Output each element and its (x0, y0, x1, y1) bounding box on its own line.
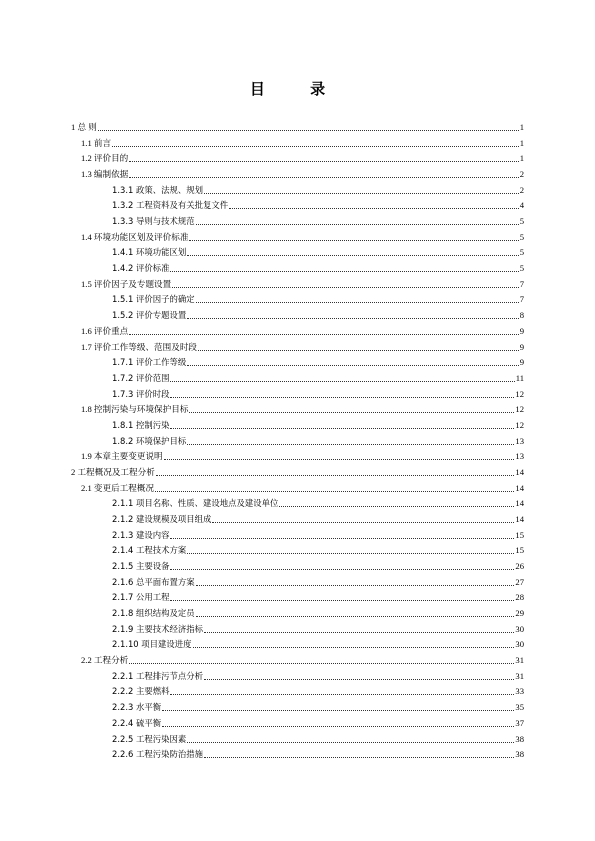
toc-entry[interactable] (112, 587, 524, 603)
toc-entry[interactable] (112, 681, 524, 697)
toc-entry-label: 1.3.1 政策、法规、规划 (112, 184, 203, 195)
toc-entry[interactable] (81, 650, 524, 666)
toc-entry-label: 2.2.5 工程污染因素 (112, 733, 187, 744)
toc-entry[interactable] (112, 572, 524, 588)
toc-dot-leader (129, 333, 518, 335)
toc-entry-page-number: 1 (519, 153, 524, 164)
toc-entry[interactable] (81, 337, 524, 353)
toc-entry-label: 1.4 环境功能区划及评价标准 (81, 231, 189, 242)
toc-entry-page-number: 31 (515, 655, 524, 666)
toc-entry[interactable] (112, 713, 524, 729)
toc-entry[interactable] (81, 133, 524, 149)
toc-entry-page-number: 5 (519, 231, 524, 242)
toc-entry-label: 2.1.10 项目建设进度 (112, 639, 192, 650)
toc-entry[interactable] (71, 117, 524, 133)
toc-entry-label: 2.2.1 工程排污节点分析 (112, 670, 203, 681)
toc-title: 目 录 (249, 80, 346, 98)
toc-entry-page-number: 28 (515, 592, 524, 603)
toc-entry-label: 1.8 控制污染与环境保护目标 (81, 404, 189, 415)
toc-entry[interactable] (71, 462, 524, 478)
toc-entry[interactable] (81, 274, 524, 290)
toc-dot-leader (189, 239, 518, 241)
toc-entry[interactable] (112, 744, 524, 760)
toc-entry-label: 2.1 变更后工程概况 (81, 482, 155, 493)
toc-dot-leader (170, 396, 514, 398)
toc-entry-label: 1.8.1 控制污染 (112, 419, 170, 430)
toc-entry-page-number: 12 (515, 419, 524, 430)
toc-entry[interactable] (112, 211, 524, 227)
toc-entry-page-number: 37 (515, 717, 524, 728)
toc-entry[interactable] (81, 164, 524, 180)
toc-dot-leader (187, 552, 514, 554)
toc-entry-page-number: 30 (515, 623, 524, 634)
toc-entry[interactable] (112, 258, 524, 274)
toc-entry-page-number: 12 (515, 388, 524, 399)
toc-entry[interactable] (81, 446, 524, 462)
toc-entry-page-number: 33 (515, 686, 524, 697)
toc-entry-page-number: 26 (515, 561, 524, 572)
toc-dot-leader (187, 254, 518, 256)
toc-entry-page-number: 1 (519, 137, 524, 148)
toc-dot-leader (229, 207, 519, 209)
toc-entry-page-number: 35 (515, 702, 524, 713)
toc-entry-page-number: 14 (515, 482, 524, 493)
toc-dot-leader (279, 505, 514, 507)
toc-entry[interactable] (112, 666, 524, 682)
toc-dot-leader (187, 317, 518, 319)
toc-entry[interactable] (81, 399, 524, 415)
toc-entry-label: 1.5 评价因子及专题设置 (81, 278, 172, 289)
toc-entry-page-number: 9 (519, 325, 524, 336)
toc-dot-leader (212, 521, 514, 523)
toc-entry-label: 1.7.3 评价时段 (112, 388, 170, 399)
toc-dot-leader (170, 270, 518, 272)
toc-entry-label: 2.1.3 建设内容 (112, 529, 170, 540)
toc-entry-label: 1.5.2 评价专题设置 (112, 310, 187, 321)
toc-entry[interactable] (112, 525, 524, 541)
toc-entry[interactable] (112, 384, 524, 400)
toc-entry-label: 1.2 评价目的 (81, 153, 129, 164)
toc-entry[interactable] (112, 729, 524, 745)
toc-entry-label: 1.7 评价工作等级、范围及时段 (81, 341, 198, 352)
toc-dot-leader (156, 474, 515, 476)
toc-entry-label: 1.5.1 评价因子的确定 (112, 294, 195, 305)
toc-entry-label: 2.1.9 主要技术经济指标 (112, 623, 203, 634)
toc-entry[interactable] (112, 619, 524, 635)
toc-entry-page-number: 38 (515, 749, 524, 760)
toc-entry[interactable] (112, 242, 524, 258)
toc-entry[interactable] (112, 509, 524, 525)
toc-entry-label: 2.1.4 工程技术方案 (112, 545, 187, 556)
toc-entry[interactable] (112, 180, 524, 196)
toc-entry-page-number: 2 (519, 184, 524, 195)
toc-dot-leader (187, 741, 514, 743)
toc-entry-page-number: 5 (519, 263, 524, 274)
toc-entry-page-number: 14 (515, 514, 524, 524)
toc-entry[interactable] (112, 697, 524, 713)
toc-dot-leader (155, 490, 514, 492)
toc-entry[interactable] (112, 195, 524, 211)
toc-entry-page-number: 29 (515, 608, 524, 619)
toc-entry-label: 2.1.5 主要设备 (112, 561, 170, 572)
toc-dot-leader (170, 693, 514, 695)
toc-entry[interactable] (112, 634, 524, 650)
toc-dot-leader (189, 411, 514, 413)
toc-entry-label: 1.4.2 评价标准 (112, 263, 170, 274)
toc-dot-leader (164, 458, 515, 460)
toc-entry-page-number: 13 (515, 451, 524, 462)
toc-dot-leader (170, 427, 514, 429)
toc-entry-page-number: 38 (515, 733, 524, 744)
toc-entry-label: 2 工程概况及工程分析 (71, 466, 155, 477)
toc-entry-label: 2.1.2 建设规模及项目组成 (112, 514, 212, 524)
toc-entry-page-number: 15 (515, 545, 524, 556)
toc-entry-label: 2.1.7 公用工程 (112, 592, 170, 603)
toc-entry-label: 1.3.3 导则与技术规范 (112, 216, 195, 227)
toc-entry-label: 1.3 编制依据 (81, 169, 129, 180)
toc-entry-page-number: 31 (515, 670, 524, 681)
toc-dot-leader (129, 176, 518, 178)
toc-entry-label: 1.8.2 环境保护目标 (112, 435, 187, 446)
toc-entry-page-number: 14 (515, 466, 524, 477)
toc-entry-label: 2.2.2 主要燃料 (112, 686, 170, 697)
toc-entry-label: 1.3.2 工程资料及有关批复文件 (112, 200, 229, 211)
toc-entry[interactable] (112, 493, 524, 509)
toc-dot-leader (196, 584, 515, 586)
toc-dot-leader (204, 678, 514, 680)
toc-entry[interactable] (81, 321, 524, 337)
toc-entry-page-number: 4 (519, 200, 524, 211)
toc-entry-label: 2.2.4 硫平衡 (112, 717, 162, 728)
toc-entry[interactable] (112, 603, 524, 619)
toc-entry[interactable] (112, 289, 524, 305)
toc-dot-leader (162, 725, 514, 727)
toc-entry[interactable] (81, 148, 524, 164)
toc-entry[interactable] (112, 556, 524, 572)
toc-entry-label: 2.1.6 总平面布置方案 (112, 576, 195, 587)
toc-dot-leader (204, 631, 514, 633)
toc-dot-leader (170, 380, 514, 382)
toc-dot-leader (187, 443, 514, 445)
toc-dot-leader (98, 129, 519, 131)
toc-entry-label: 2.2 工程分析 (81, 655, 129, 666)
toc-entry-page-number: 8 (519, 310, 524, 321)
toc-dot-leader (196, 301, 519, 303)
toc-dot-leader (162, 709, 514, 711)
toc-entry-label: 1.6 评价重点 (81, 325, 129, 336)
toc-dot-leader (170, 599, 514, 601)
toc-entry[interactable] (112, 305, 524, 321)
toc-entry[interactable] (112, 415, 524, 431)
toc-entry-page-number: 9 (519, 341, 524, 352)
toc-entry-label: 1.4.1 环境功能区划 (112, 247, 187, 258)
toc-entry-page-number: 30 (515, 639, 524, 650)
toc-entry[interactable] (112, 431, 524, 447)
toc-entry-label: 2.1.8 组织结构及定员 (112, 608, 195, 619)
toc-entry-label: 2.2.3 水平衡 (112, 702, 162, 713)
toc-dot-leader (187, 364, 518, 366)
toc-entry[interactable] (81, 227, 524, 243)
toc-entry-label: 1.7.1 评价工作等级 (112, 357, 187, 368)
toc-entry-page-number: 13 (515, 435, 524, 446)
toc-entry-page-number: 5 (519, 216, 524, 227)
toc-entry-label: 1.9 本章主要变更说明 (81, 451, 163, 462)
toc-entry[interactable] (112, 352, 524, 368)
toc-dot-leader (129, 662, 514, 664)
toc-entry-page-number: 27 (515, 576, 524, 587)
toc-entry[interactable] (112, 540, 524, 556)
toc-entry-page-number: 7 (519, 278, 524, 289)
toc-dot-leader (196, 223, 519, 225)
toc-dot-leader (198, 349, 519, 351)
toc-dot-leader (204, 192, 519, 194)
toc-entry-label: 1.7.2 评价范围 (112, 372, 170, 383)
toc-dot-leader (204, 756, 514, 758)
toc-entry-label: 1.1 前言 (81, 137, 112, 148)
toc-entry-page-number: 5 (519, 247, 524, 258)
toc-entry-label: 1 总 则 (71, 122, 97, 132)
toc-dot-leader (129, 160, 518, 162)
toc-entry-label: 2.1.1 项目名称、性质、建设地点及建设单位 (112, 498, 279, 509)
toc-dot-leader (170, 568, 514, 570)
toc-entry-page-number: 1 (519, 122, 524, 132)
toc-entry-page-number: 14 (515, 498, 524, 509)
toc-dot-leader (170, 537, 514, 539)
toc-dot-leader (172, 286, 518, 288)
toc-entry[interactable] (112, 368, 524, 384)
toc-dot-leader (193, 646, 515, 648)
toc-entry-page-number: 11 (515, 372, 524, 383)
toc-dot-leader (112, 145, 519, 147)
toc-entry-label: 2.2.6 工程污染防治措施 (112, 749, 203, 760)
toc-entry-page-number: 7 (519, 294, 524, 305)
toc-entry[interactable] (81, 478, 524, 494)
toc-entry-page-number: 2 (519, 169, 524, 180)
toc-entry-page-number: 12 (515, 404, 524, 415)
toc-entry-page-number: 15 (515, 529, 524, 540)
toc-dot-leader (196, 615, 515, 617)
toc-entry-page-number: 9 (519, 357, 524, 368)
